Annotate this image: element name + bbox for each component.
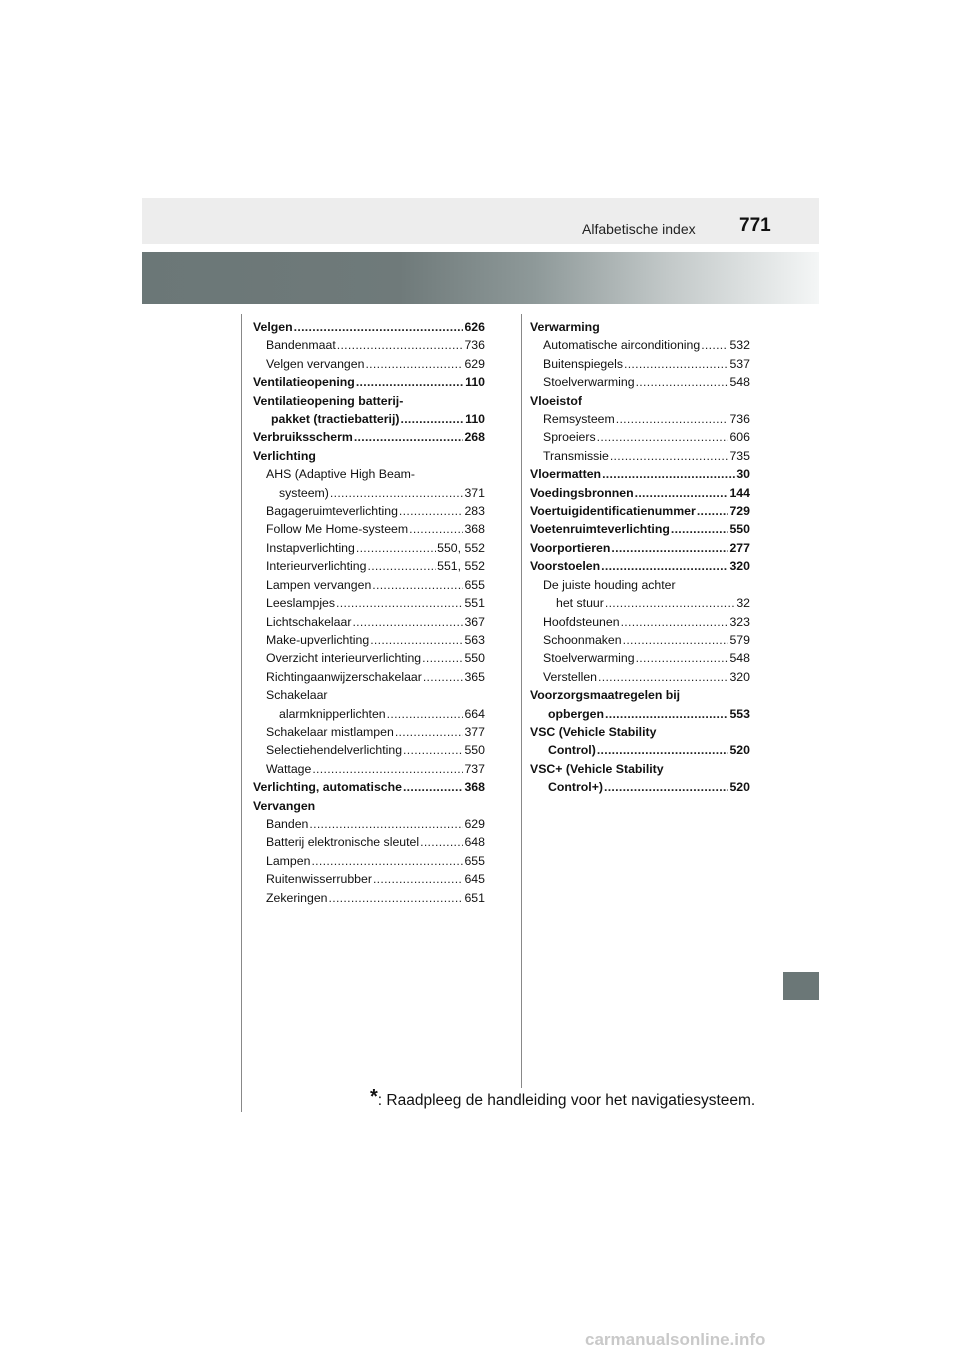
index-entry-page: 550 (729, 522, 750, 537)
index-entry-term: Stoelverwarming (543, 651, 635, 666)
index-entry-page: 563 (464, 632, 485, 647)
dot-leader (387, 705, 464, 723)
index-entry-term: Banden (266, 816, 309, 831)
dot-leader (403, 778, 464, 796)
index-entry-page: 548 (729, 375, 750, 390)
index-entry-term: Voorstoelen (530, 559, 601, 574)
dot-leader (671, 520, 729, 538)
index-entry-term: Verbruiksscherm (253, 430, 353, 445)
index-entry-page: 655 (464, 853, 485, 868)
index-entry-page: 629 (464, 356, 485, 371)
index-entry-term: Buitenspiegels (543, 356, 623, 371)
index-entry-term: Control) (548, 743, 596, 758)
dot-leader (420, 833, 463, 851)
index-entry-term: Velgen vervangen (266, 356, 365, 371)
index-entry-term: Interieurverlichting (266, 559, 367, 574)
index-entry-term: Verstellen (543, 669, 598, 684)
dot-leader (598, 668, 728, 686)
index-entry (253, 355, 485, 373)
index-entry-page: 736 (464, 338, 485, 353)
index-entry-term: Automatische airconditioning (543, 338, 701, 353)
index-entry-page: 537 (729, 356, 750, 371)
index-entry (253, 778, 485, 796)
dot-leader (312, 760, 463, 778)
index-entry (530, 373, 750, 391)
watermark: carmanualsonline.info (585, 1330, 766, 1349)
index-entry-page: 110 (465, 412, 485, 427)
index-entry-page: 277 (729, 540, 750, 555)
dot-leader (624, 355, 728, 373)
index-entry-term: Stoelverwarming (543, 375, 635, 390)
index-entry (253, 373, 485, 391)
index-entry (530, 484, 750, 502)
dot-leader (611, 539, 728, 557)
index-entry-page: 626 (464, 320, 485, 334)
dot-leader (370, 631, 463, 649)
index-entry: Verwarming (530, 320, 600, 334)
index-entry (530, 741, 750, 759)
dot-leader (597, 428, 729, 446)
dot-leader (605, 594, 735, 612)
section-title: Alfabetische index (582, 221, 696, 237)
index-entry-page: 320 (729, 669, 750, 684)
index-entry-page: 377 (464, 724, 485, 739)
index-entry (253, 520, 485, 538)
index-entry-term: Voorportieren (530, 540, 611, 555)
dot-leader (365, 355, 463, 373)
index-entry-term: Ruitenwisserrubber (266, 872, 372, 887)
index-entry (253, 594, 485, 612)
index-entry (253, 539, 485, 557)
index-entry-page: 550 (464, 743, 485, 758)
index-entry (530, 557, 750, 575)
index-entry-term: Velgen (253, 320, 293, 334)
index-entry: AHS (Adaptive High Beam- (266, 467, 415, 482)
index-column-left (253, 318, 485, 907)
index-entry-term: Schoonmaken (543, 632, 622, 647)
index-entry-term: Leeslampjes (266, 596, 336, 611)
index-entry-term: Richtingaanwijzerschakelaar (266, 669, 422, 684)
dot-leader (602, 465, 735, 483)
dot-leader (336, 594, 463, 612)
index-entry-term: Schakelaar mistlampen (266, 724, 394, 739)
index-entry-term: Sproeiers (543, 430, 596, 445)
index-entry (530, 705, 750, 723)
index-entry-term: Transmissie (543, 448, 609, 463)
index-entry-page: 648 (464, 835, 485, 850)
index-entry-page: 645 (464, 872, 485, 887)
index-entry (530, 502, 750, 520)
dot-leader (605, 705, 728, 723)
index-entry-page: 368 (464, 780, 485, 795)
index-entry-page: 553 (729, 706, 750, 721)
index-entry-page: 368 (464, 522, 485, 537)
index-entry-term: Voetenruimteverlichting (530, 522, 670, 537)
index-column-right (530, 318, 750, 797)
dot-leader (610, 447, 729, 465)
dot-leader (604, 778, 728, 796)
index-entry (253, 336, 485, 354)
dot-leader (409, 520, 463, 538)
dot-leader (400, 410, 464, 428)
index-entry: Vervangen (253, 798, 316, 813)
dot-leader (635, 484, 729, 502)
index-entry-page: 737 (464, 761, 485, 776)
index-entry-term: Overzicht interieurverlichting (266, 651, 422, 666)
dot-leader (372, 576, 463, 594)
index-entry (253, 889, 485, 907)
footnote-text: : Raadpleeg de handleiding voor het navigatiesysteem. (377, 1092, 756, 1109)
index-entry (253, 741, 485, 759)
index-entry-page: 729 (729, 504, 750, 519)
index-entry (253, 723, 485, 741)
dot-leader (403, 741, 463, 759)
index-entry-term: Hoofdsteunen (543, 614, 620, 629)
dot-leader (367, 557, 436, 575)
index-entry (253, 410, 485, 428)
index-entry-page: 110 (465, 375, 485, 390)
dot-leader (395, 723, 464, 741)
column-divider-middle (521, 314, 522, 1088)
index-entry-page: 548 (729, 651, 750, 666)
index-entry (253, 649, 485, 667)
index-entry (530, 649, 750, 667)
dot-leader (623, 631, 729, 649)
index-entry (253, 705, 485, 723)
index-entry-page: 736 (729, 412, 750, 427)
index-entry-page: 32 (736, 596, 750, 611)
decorative-band (142, 252, 819, 304)
index-entry-term: systeem) (279, 485, 329, 500)
index-entry-term: Follow Me Home-systeem (266, 522, 409, 537)
index-entry-page: 735 (729, 448, 750, 463)
dot-leader (309, 815, 463, 833)
index-entry: Verlichting (253, 448, 316, 463)
index-entry-page: 579 (729, 632, 750, 647)
index-entry-page: 629 (464, 816, 485, 831)
index-entry-page: 664 (464, 706, 485, 721)
index-entry-page: 367 (464, 614, 485, 629)
index-entry: Vloeistof (530, 393, 582, 408)
index-entry-term: Control+) (548, 780, 603, 795)
index-entry (530, 410, 750, 428)
index-entry (530, 539, 750, 557)
index-entry-term: Make-upverlichting (266, 632, 370, 647)
index-entry-term: Vloermatten (530, 467, 602, 482)
index-entry (253, 318, 485, 336)
index-entry: VSC+ (Vehicle Stability (530, 761, 664, 776)
footnote (370, 1086, 755, 1110)
dot-leader (354, 428, 464, 446)
index-entry-page: 655 (464, 577, 485, 592)
index-entry-page: 323 (729, 614, 750, 629)
index-entry (530, 631, 750, 649)
index-entry (253, 760, 485, 778)
dot-leader (697, 502, 729, 520)
index-entry-term: alarmknipperlichten (279, 706, 386, 721)
index-entry-term: Verlichting, automatische (253, 780, 402, 795)
index-entry-page: 144 (729, 485, 750, 500)
index-entry (253, 613, 485, 631)
dot-leader (311, 852, 463, 870)
dot-leader (294, 318, 464, 336)
index-entry (530, 428, 750, 446)
index-entry-term: Batterij elektronische sleutel (266, 835, 420, 850)
index-entry (530, 447, 750, 465)
index-entry (253, 815, 485, 833)
index-entry (530, 594, 750, 612)
index-entry-page: 550 (464, 651, 485, 666)
index-entry: De juiste houding achter (543, 577, 676, 592)
index-entry (253, 668, 485, 686)
dot-leader (399, 502, 464, 520)
dot-leader (616, 410, 729, 428)
index-entry-page: 268 (464, 430, 485, 445)
index-entry (530, 465, 750, 483)
index-entry-term: Lichtschakelaar (266, 614, 352, 629)
index-entry-term: het stuur (556, 596, 604, 611)
index-entry (530, 668, 750, 686)
index-entry: Schakelaar (266, 688, 328, 703)
header-bar (142, 198, 819, 244)
index-entry (253, 833, 485, 851)
index-entry-term: Bandenmaat (266, 338, 336, 353)
column-divider-left (241, 314, 242, 1112)
dot-leader (356, 373, 464, 391)
index-entry (530, 355, 750, 373)
index-entry (530, 613, 750, 631)
dot-leader (636, 649, 729, 667)
index-entry-page: 520 (729, 743, 750, 758)
index-entry-term: Wattage (266, 761, 312, 776)
index-entry-term: Lampen (266, 853, 311, 868)
index-entry (253, 484, 485, 502)
index-entry-term: Instapverlichting (266, 540, 355, 555)
index-entry-term: Selectiehendelverlichting (266, 743, 403, 758)
index-entry: Voorzorgsmaatregelen bij (530, 688, 681, 703)
dot-leader (352, 613, 463, 631)
dot-leader (621, 613, 729, 631)
dot-leader (701, 336, 728, 354)
dot-leader (329, 889, 464, 907)
index-entry-page: 606 (729, 430, 750, 445)
index-entry (253, 631, 485, 649)
page-number: 771 (739, 215, 771, 236)
index-entry (530, 336, 750, 354)
index-entry-page: 320 (729, 559, 750, 574)
index-entry-term: pakket (tractiebatterij) (271, 412, 400, 427)
index-entry-page: 371 (464, 485, 485, 500)
dot-leader (422, 649, 463, 667)
dot-leader (597, 741, 729, 759)
index-entry-term: Bagageruimteverlichting (266, 504, 398, 519)
dot-leader (337, 336, 464, 354)
dot-leader (423, 668, 464, 686)
index-entry-term: opbergen (548, 706, 605, 721)
index-entry (253, 428, 485, 446)
index-entry-page: 283 (464, 504, 485, 519)
index-entry: Ventilatieopening batterij- (253, 393, 404, 408)
index-entry-term: Ventilatieopening (253, 375, 355, 390)
footnote-marker: * (370, 1086, 378, 1108)
index-entry-page: 551 (464, 596, 485, 611)
index-entry-page: 532 (729, 338, 750, 353)
index-entry: VSC (Vehicle Stability (530, 724, 657, 739)
index-entry-term: Zekeringen (266, 890, 328, 905)
index-entry (253, 502, 485, 520)
index-entry-page: 651 (464, 890, 485, 905)
index-entry-page: 365 (464, 669, 485, 684)
dot-leader (330, 484, 464, 502)
index-entry (530, 520, 750, 538)
dot-leader (373, 870, 464, 888)
chapter-tab-marker (783, 972, 819, 1000)
index-entry (253, 576, 485, 594)
dot-leader (601, 557, 728, 575)
index-entry-term: Remsysteem (543, 412, 615, 427)
index-entry-page: 30 (736, 467, 750, 482)
index-entry-page: 550, 552 (437, 540, 485, 555)
index-entry-page: 520 (729, 780, 750, 795)
index-entry-term: Voedingsbronnen (530, 485, 634, 500)
index-entry (530, 778, 750, 796)
index-entry-page: 551, 552 (437, 559, 485, 574)
dot-leader (356, 539, 436, 557)
index-entry (253, 557, 485, 575)
dot-leader (636, 373, 729, 391)
index-entry (253, 870, 485, 888)
index-entry-term: Voertuigidentificatienummer (530, 504, 696, 519)
index-entry-term: Lampen vervangen (266, 577, 372, 592)
index-entry (253, 852, 485, 870)
